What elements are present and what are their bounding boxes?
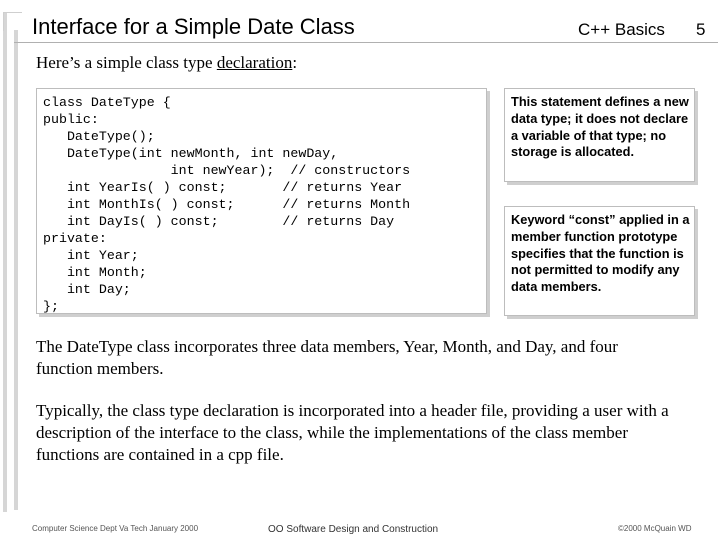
- code-line: int Day;: [43, 282, 131, 297]
- paragraph-members: The DateType class incorporates three data members, Year, Month, and Day, and four function members.: [36, 337, 618, 378]
- code-line: private:: [43, 231, 107, 246]
- frame-corner: [3, 12, 22, 31]
- header-course: C++ Basics: [578, 20, 665, 39]
- code-line: int Month;: [43, 265, 147, 280]
- code-line: DateType(int newMonth, int newDay,: [43, 146, 339, 161]
- intro-declaration: declaration: [216, 53, 293, 72]
- footer-right: ©2000 McQuain WD: [618, 524, 692, 533]
- title-rule: [14, 42, 718, 43]
- slide-title: Interface for a Simple Date Class: [32, 14, 355, 39]
- code-line: int YearIs( ) const; // returns Year: [43, 180, 403, 195]
- frame-bar-inner: [14, 30, 18, 510]
- note-const: Keyword “const” applied in a member function prototype specifies that the function is not permitted to modify any data members.: [504, 206, 695, 316]
- footer-center: OO Software Design and Construction: [268, 524, 439, 535]
- footer-left: Computer Science Dept Va Tech January 2000: [32, 524, 199, 533]
- code-line: int Year;: [43, 248, 139, 263]
- intro-suffix: :: [292, 53, 298, 72]
- paragraph-header-file: Typically, the class type declaration is incorporated into a header file, providing a user with a description of the interface to the class, while the implementations of the class member functions are contained in a cpp file.: [36, 401, 669, 464]
- intro-text: [36, 53, 297, 73]
- page-number: 5: [696, 20, 706, 39]
- intro-prefix: Here’s a simple class type: [36, 53, 217, 72]
- code-line: int DayIs( ) const; // returns Day: [43, 214, 395, 229]
- code-line: int MonthIs( ) const; // returns Month: [43, 197, 411, 212]
- code-line: DateType();: [43, 129, 155, 144]
- code-line: };: [43, 299, 59, 314]
- code-block: [37, 89, 486, 315]
- code-line: class DateType {: [43, 95, 171, 110]
- code-line: public:: [43, 112, 99, 127]
- code-line: int newYear); // constructors: [43, 163, 411, 178]
- frame-bar-outer: [3, 12, 7, 512]
- note-declaration: This statement defines a new data type; it does not declare a variable of that type; no storage is allocated.: [504, 88, 695, 182]
- code-box: [36, 88, 487, 314]
